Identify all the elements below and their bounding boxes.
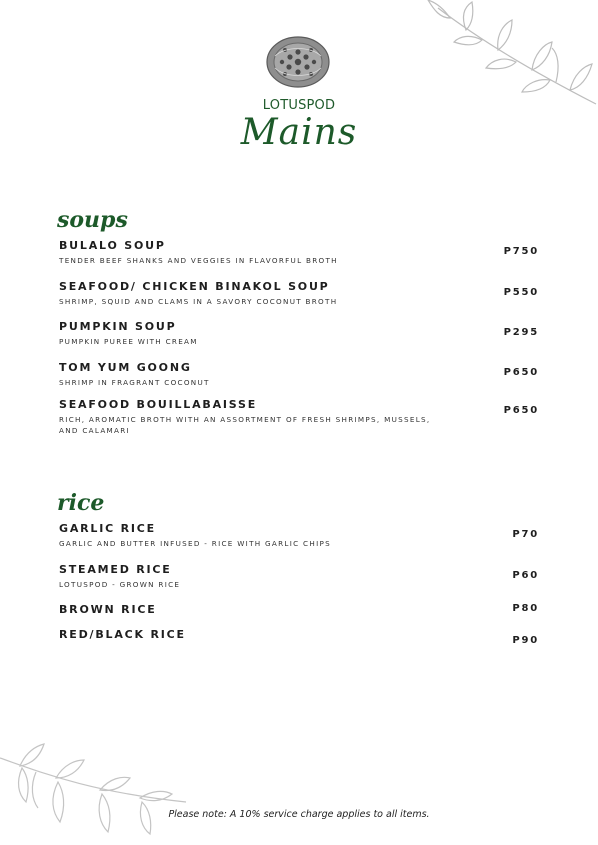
- item-name: STEAMED RICE: [59, 563, 172, 576]
- item-price: P295: [503, 327, 539, 338]
- item-name: BULALO SOUP: [59, 239, 166, 252]
- item-name: TOM YUM GOONG: [59, 361, 192, 374]
- item-description: TENDER BEEF SHANKS AND VEGGIES IN FLAVORFUL BROTH: [59, 256, 338, 265]
- item-description: SHRIMP IN FRAGRANT COCONUT: [59, 378, 210, 387]
- menu-item: [59, 522, 539, 550]
- brand-name: LOTUSPOD: [262, 98, 336, 113]
- section-title-soups: soups: [57, 207, 128, 233]
- leaf-branch-bottom-decoration: [0, 742, 190, 845]
- item-price: P70: [512, 529, 539, 540]
- item-name: BROWN RICE: [59, 603, 157, 616]
- item-price: P80: [512, 603, 539, 614]
- item-price: P650: [503, 405, 539, 416]
- item-description: LOTUSPOD - GROWN RICE: [59, 580, 181, 589]
- item-name: SEAFOOD/ CHICKEN BINAKOL SOUP: [59, 280, 330, 293]
- item-description: GARLIC AND BUTTER INFUSED - RICE WITH GARLIC CHIPS: [59, 539, 331, 548]
- menu-item: [59, 628, 539, 646]
- menu-item: [59, 603, 539, 616]
- menu-item: [59, 320, 539, 348]
- section-title-rice: rice: [57, 490, 105, 516]
- item-price: P750: [503, 246, 539, 257]
- item-name: SEAFOOD BOUILLABAISSE: [59, 398, 258, 411]
- page-title: Mains: [240, 112, 358, 153]
- menu-item: [59, 361, 539, 389]
- lotus-pod-logo: [265, 36, 331, 88]
- service-charge-note: Please note: A 10% service charge applies to all items.: [168, 809, 430, 820]
- item-price: P550: [503, 287, 539, 298]
- leaf-branch-top-decoration: [420, 0, 598, 110]
- item-name: PUMPKIN SOUP: [59, 320, 177, 333]
- menu-item: [59, 239, 539, 267]
- menu-item: [59, 398, 539, 436]
- item-price: P60: [512, 570, 539, 581]
- item-name: RED/BLACK RICE: [59, 628, 186, 641]
- item-description: SHRIMP, SQUID AND CLAMS IN A SAVORY COCONUT BROTH: [59, 297, 338, 306]
- item-price: P90: [512, 635, 539, 646]
- item-name: GARLIC RICE: [59, 522, 156, 535]
- menu-item: [59, 280, 539, 308]
- menu-item: [59, 563, 539, 591]
- item-description: PUMPKIN PUREE WITH CREAM: [59, 337, 198, 346]
- item-description: RICH, AROMATIC BROTH WITH AN ASSORTMENT OF FRESH SHRIMPS, MUSSELS, AND CALAMARI: [59, 415, 431, 435]
- item-price: P650: [503, 367, 539, 378]
